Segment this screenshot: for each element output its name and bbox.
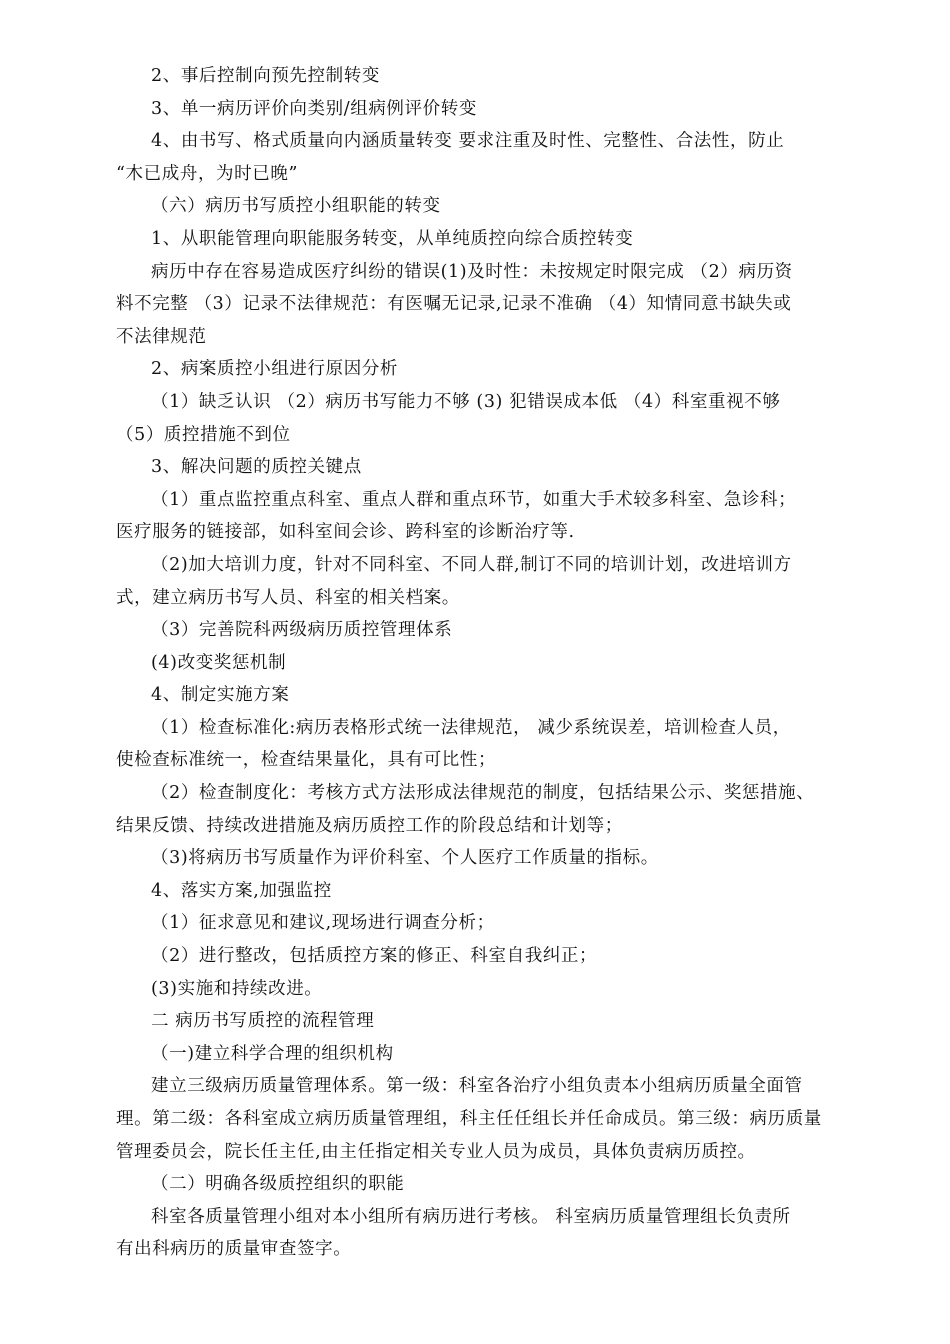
text-line: 二 病历书写质控的流程管理 bbox=[151, 1011, 375, 1032]
text-line: (4)改变奖惩机制 bbox=[151, 652, 287, 673]
text-line: 不法律规范 bbox=[116, 326, 207, 347]
text-line: (3)实施和持续改进。 bbox=[151, 978, 323, 999]
text-line: “木已成舟，为时已晚” bbox=[116, 163, 298, 184]
text-line: 病历中存在容易造成医疗纠纷的错误(1)及时性：未按规定时限完成 （2）病历资 bbox=[151, 261, 793, 282]
text-line: 2、病案质控小组进行原因分析 bbox=[151, 359, 399, 380]
text-line: （3）完善院科两级病历质控管理体系 bbox=[151, 620, 453, 641]
text-line: 建立三级病历质量管理体系。第一级：科室各治疗小组负责本小组病历质量全面管 bbox=[151, 1076, 803, 1097]
text-line: 4、落实方案,加强监控 bbox=[151, 880, 332, 901]
text-line: （2)加大培训力度，针对不同科室、不同人群,制订不同的培训计划，改进培训方 bbox=[151, 554, 792, 575]
text-line: 有出科病历的质量审查签字。 bbox=[116, 1239, 352, 1260]
text-line: （二）明确各级质控组织的职能 bbox=[151, 1174, 405, 1195]
text-line: 3、解决问题的质控关键点 bbox=[151, 457, 362, 478]
text-line: （1）征求意见和建议,现场进行调查分析； bbox=[151, 913, 495, 934]
text-line: 管理委员会，院长任主任,由主任指定相关专业人员为成员，具体负责病历质控。 bbox=[116, 1141, 756, 1162]
text-line: 理。第二级：各科室成立病历质量管理组，科主任任组长并任命成员。第三级：病历质量 bbox=[116, 1109, 822, 1129]
text-line: 科室各质量管理小组对本小组所有病历进行考核。 科室病历质量管理组长负责所 bbox=[151, 1206, 791, 1227]
text-line: 1、从职能管理向职能服务转变，从单纯质控向综合质控转变 bbox=[151, 228, 634, 249]
text-line: 料不完整 （3）记录不法律规范：有医嘱无记录,记录不准确 （4）知情同意书缺失或 bbox=[116, 294, 792, 315]
text-line: （5）质控措施不到位 bbox=[116, 424, 291, 445]
text-line: （一)建立科学合理的组织机构 bbox=[151, 1043, 394, 1064]
text-line: （1）缺乏认识 （2）病历书写能力不够 (3) 犯错误成本低 （4）科室重视不够 bbox=[151, 391, 781, 412]
text-line: 医疗服务的链接部，如科室间会诊、跨科室的诊断治疗等. bbox=[116, 522, 575, 543]
document-body bbox=[116, 60, 846, 1266]
text-line: 3、单一病历评价向类别/组病例评价转变 bbox=[151, 98, 477, 119]
text-line: 2、事后控制向预先控制转变 bbox=[151, 66, 380, 86]
text-line: （2）进行整改，包括质控方案的修正、科室自我纠正； bbox=[151, 946, 598, 967]
text-line: （2）检查制度化：考核方式方法形成法律规范的制度，包括结果公示、奖惩措施、 bbox=[151, 783, 815, 804]
text-line: （1）检查标准化:病历表格形式统一法律规范， 减少系统误差，培训检查人员， bbox=[151, 717, 791, 738]
text-line: 使检查标准统一，检查结果量化，具有可比性； bbox=[116, 750, 497, 771]
text-line: 4、由书写、格式质量向内涵质量转变 要求注重及时性、完整性、合法性，防止 bbox=[151, 131, 785, 152]
text-line: 结果反馈、持续改进措施及病历质控工作的阶段总结和计划等； bbox=[116, 815, 623, 836]
text-line: 式，建立病历书写人员、科室的相关档案。 bbox=[116, 587, 460, 608]
text-line: （六）病历书写质控小组职能的转变 bbox=[151, 196, 441, 217]
text-line: （1）重点监控重点科室、重点人群和重点环节，如重大手术较多科室、急诊科； bbox=[151, 489, 797, 510]
text-line: 4、制定实施方案 bbox=[151, 685, 290, 706]
text-line: （3)将病历书写质量作为评价科室、个人医疗工作质量的指标。 bbox=[151, 848, 659, 869]
